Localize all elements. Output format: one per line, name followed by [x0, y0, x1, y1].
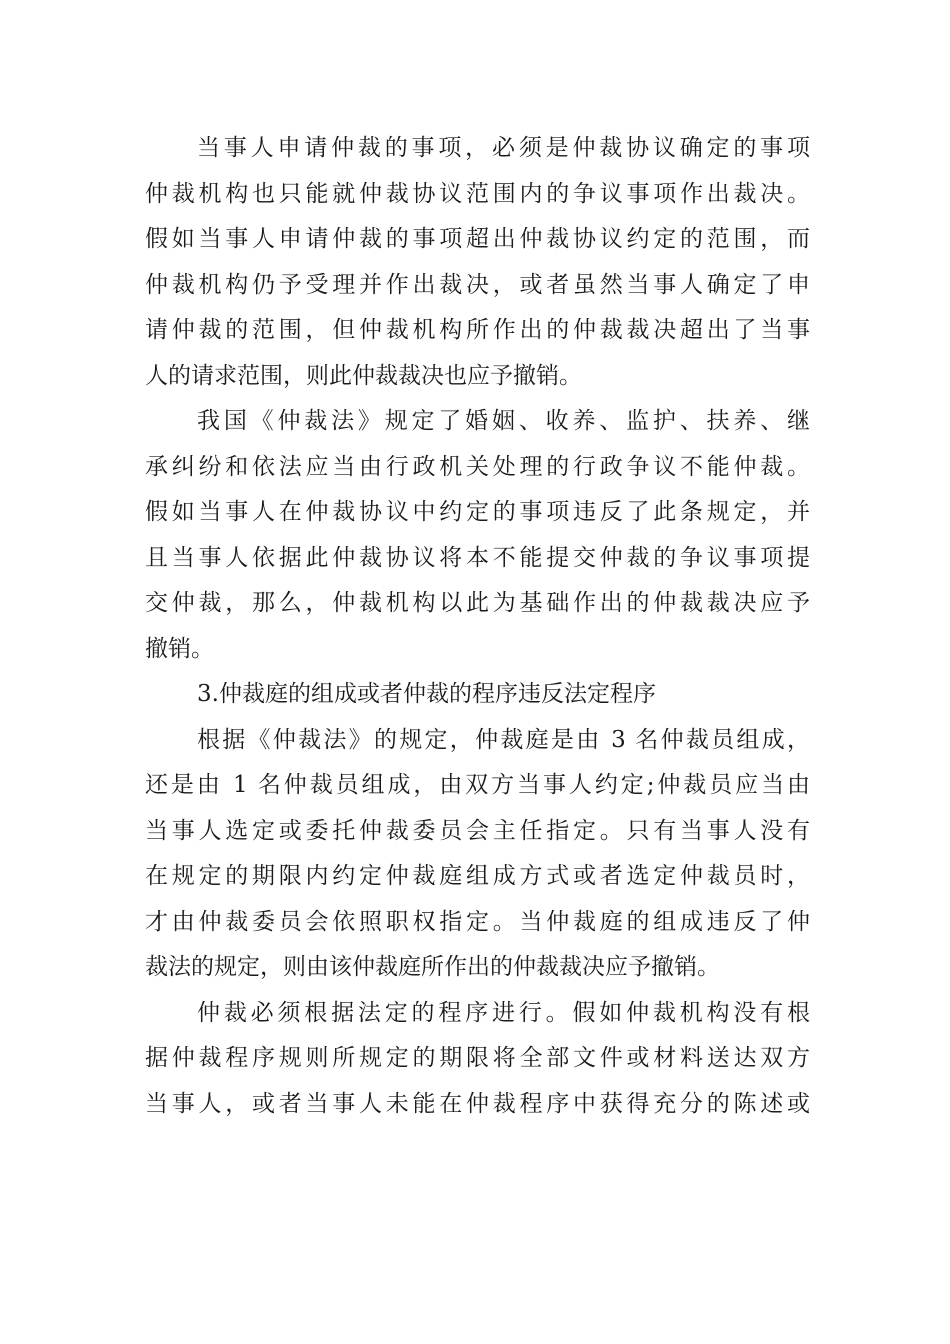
text-line: 人的请求范围，则此仲裁裁决也应予撤销。 — [145, 362, 582, 389]
text-line: 我国《仲裁法》规定了婚姻、收养、监护、扶养、继 — [197, 408, 810, 434]
text-line: 根据《仲裁法》的规定，仲裁庭是由 3 名仲裁员组成， — [197, 726, 810, 753]
text-line: 3.仲裁庭的组成或者仲裁的程序违反法定程序 — [197, 681, 656, 707]
text-line: 承纠纷和依法应当由行政机关处理的行政争议不能仲裁。 — [145, 453, 810, 480]
text-line: 假如当事人申请仲裁的事项超出仲裁协议约定的范围，而 — [145, 226, 810, 252]
text-line: 当事人，或者当事人未能在仲裁程序中获得充分的陈述或 — [145, 1090, 810, 1117]
text-line: 据仲裁程序规则所规定的期限将全部文件或材料送达双方 — [145, 1045, 810, 1071]
text-line: 在规定的期限内约定仲裁庭组成方式或者选定仲裁员时， — [145, 863, 810, 889]
document-body — [145, 126, 810, 1127]
text-line: 仲裁机构仍予受理并作出裁决，或者虽然当事人确定了申 — [145, 271, 810, 298]
text-line: 仲裁机构也只能就仲裁协议范围内的争议事项作出裁决。 — [145, 180, 810, 207]
text-line: 仲裁必须根据法定的程序进行。假如仲裁机构没有根 — [197, 999, 810, 1026]
text-line: 撤销。 — [145, 635, 214, 662]
text-line: 当事人选定或委托仲裁委员会主任指定。只有当事人没有 — [145, 817, 810, 844]
text-line: 且当事人依据此仲裁协议将本不能提交仲裁的争议事项提 — [145, 544, 810, 571]
text-line: 才由仲裁委员会依照职权指定。当仲裁庭的组成违反了仲 — [145, 908, 810, 935]
text-line: 当事人申请仲裁的事项，必须是仲裁协议确定的事项 — [197, 135, 810, 161]
text-line: 请仲裁的范围，但仲裁机构所作出的仲裁裁决超出了当事 — [145, 317, 810, 343]
text-line: 假如当事人在仲裁协议中约定的事项违反了此条规定，并 — [145, 499, 810, 525]
text-line: 还是由 1 名仲裁员组成，由双方当事人约定;仲裁员应当由 — [145, 772, 810, 798]
text-line: 裁法的规定，则由该仲裁庭所作出的仲裁裁决应予撤销。 — [145, 954, 720, 980]
text-line: 交仲裁，那么，仲裁机构以此为基础作出的仲裁裁决应予 — [145, 590, 810, 616]
